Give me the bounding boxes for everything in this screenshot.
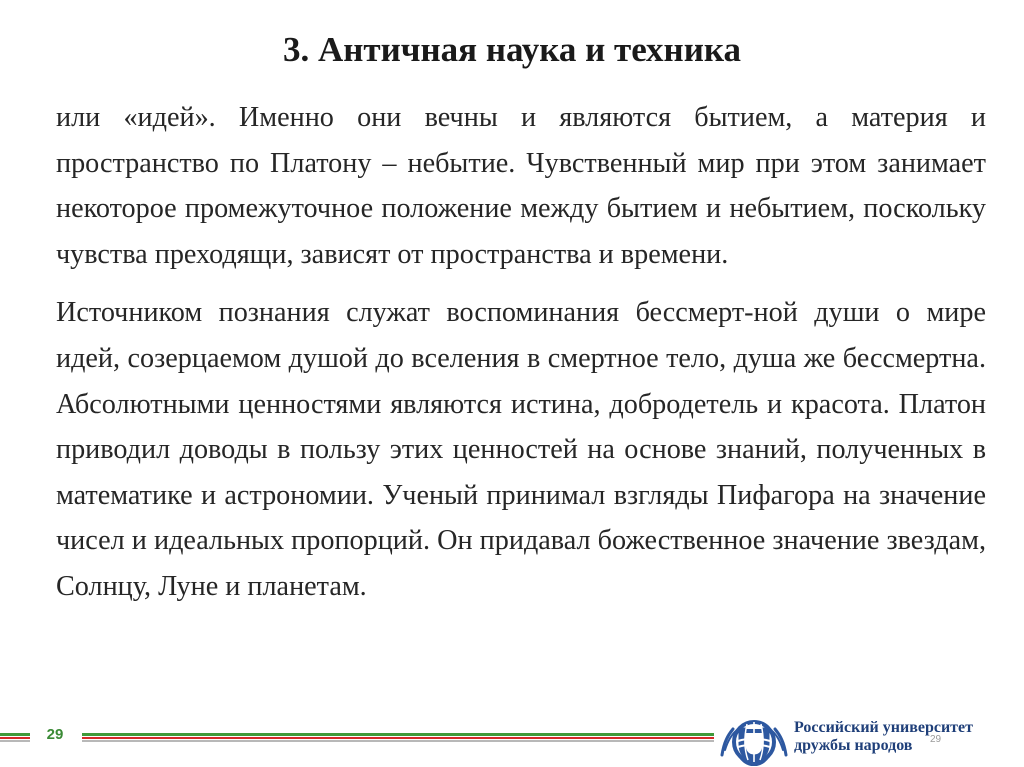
footer-stripes: [82, 733, 714, 742]
corner-page-number: 29: [930, 734, 942, 745]
footer-red-stripe: [82, 737, 714, 739]
footer-gray-stripe: [82, 740, 714, 742]
university-name-line-1: Российский университет: [794, 719, 973, 736]
university-name: [794, 719, 1009, 755]
body-paragraph-2: Источником познания служат воспоминания бессмерт-ной души о мире идей, созерцаемом душой до вселения в смертное тело, душа же бессмертна. Абсолютными ценностями являются истина, добродетель и красота. Платон приводил доводы в пользу этих ценностей на основе знаний, полученных в математике и астрономии. Ученый принимал взгляды Пифагора на значение чисел и идеальных пропорций. Он придавал божественное значение звездам, Солнцу, Луне и планетам.: [56, 297, 986, 602]
footer-left-green-stripe: [0, 733, 30, 736]
footer-left-stripes: [0, 733, 30, 742]
rudn-globe-emblem-icon: [720, 710, 788, 766]
footer-left-gray-stripe: [0, 740, 30, 742]
slide-body: [56, 95, 986, 610]
page-number: 29: [46, 726, 64, 743]
slide-footer: [0, 710, 1024, 767]
footer-green-stripe: [82, 733, 714, 736]
footer-left-red-stripe: [0, 737, 30, 739]
slide-title: 3. Античная наука и техника: [282, 30, 742, 69]
body-paragraph-1: или «идей». Именно они вечны и являются бытием, а материя и пространство по Платону – небытие. Чувственный мир при этом занимает некоторое промежуточное положение между бытием и небытием, поскольку чувства преходящи, зависят от пространства и времени.: [56, 102, 986, 270]
university-name-line-2: дружбы народов: [794, 737, 913, 754]
